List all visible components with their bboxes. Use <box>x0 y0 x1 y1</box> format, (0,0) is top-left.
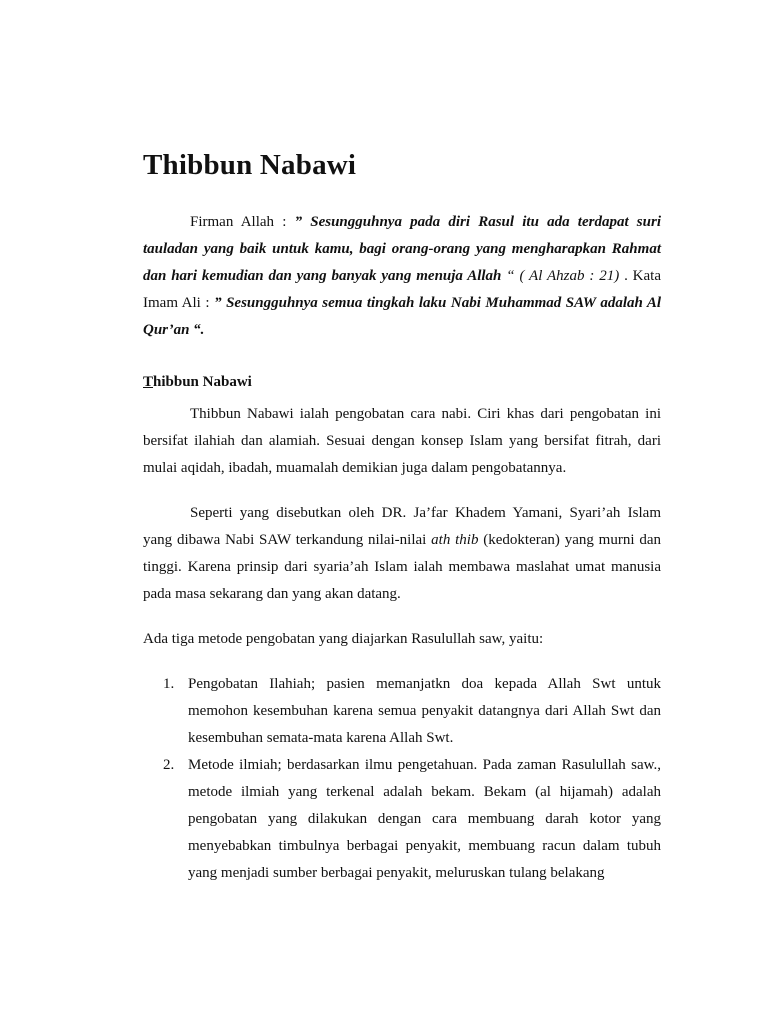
section-heading <box>143 369 661 396</box>
list-item-number: 2. <box>163 757 175 773</box>
document-title: Thibbun Nabawi <box>143 149 357 181</box>
quran-reference: “ ( Al Ahzab : 21) <box>506 268 620 284</box>
list-item <box>143 671 661 752</box>
list-item-number: 1. <box>163 676 175 692</box>
imam-ali-quote: ” Sesungguhnya semua tingkah laku Nabi Muhammad SAW adalah Al Qur’an “. <box>143 295 661 338</box>
paragraph-yamani-after: (kedokteran) yang murni dan tinggi. Karena prinsip dari syaria’ah Islam ialah membawa maslahat umat manusia pada masa sekarang dan yang akan datang. <box>143 532 661 602</box>
paragraph-methods-intro: Ada tiga metode pengobatan yang diajarkan Rasulullah saw, yaitu: <box>143 631 544 647</box>
paragraph-yamani-italic: ath thib <box>431 532 479 548</box>
methods-list <box>143 671 661 887</box>
section-heading-rest: hibbun Nabawi <box>153 374 252 390</box>
paragraph-yamani <box>143 500 661 608</box>
list-item <box>143 752 661 887</box>
intro-paragraph <box>143 209 661 344</box>
paragraph-yamani-before: Seperti yang disebutkan oleh DR. Ja’far Khadem Yamani, Syari’ah Islam yang dibawa Nabi SAW terkandung nilai-nilai <box>143 505 661 548</box>
list-item-text: Metode ilmiah; berdasarkan ilmu pengetahuan. Pada zaman Rasulullah saw., metode ilmiah yang terkenal adalah bekam. Bekam (al hijamah) adalah pengobatan yang dilakukan dengan cara membuang darah kotor yang menyebabkan timbulnya berbagai penyakit, membuang racun dalam tubuh yang menjadi sumber berbagai penyakit, meluruskan tulang belakang <box>188 757 661 881</box>
paragraph-definition: Thibbun Nabawi ialah pengobatan cara nabi. Ciri khas dari pengobatan ini bersifat ilahiah dan alamiah. Sesuai dengan konsep Islam yang bersifat fitrah, dari mulai aqidah, ibadah, muamalah demikian juga dalam pengobatannya. <box>143 406 661 476</box>
section-heading-first-letter: T <box>143 374 154 390</box>
intro-lead: Firman Allah : <box>190 214 295 230</box>
document-page <box>143 145 661 887</box>
quran-quote: ” Sesungguhnya pada diri Rasul itu ada terdapat suri tauladan yang baik untuk kamu, bagi orang-orang yang mengharapkan Rahmat dan hari kemudian dan yang banyak yang menuja Allah <box>143 214 661 284</box>
intro-mid: . Kata Imam Ali : <box>143 268 661 311</box>
list-item-text: Pengobatan Ilahiah; pasien memanjatkn doa kepada Allah Swt untuk memohon kesembuhan karena semua penyakit datangnya dari Allah Swt dan kesembuhan semata-mata karena Allah Swt. <box>188 676 661 746</box>
